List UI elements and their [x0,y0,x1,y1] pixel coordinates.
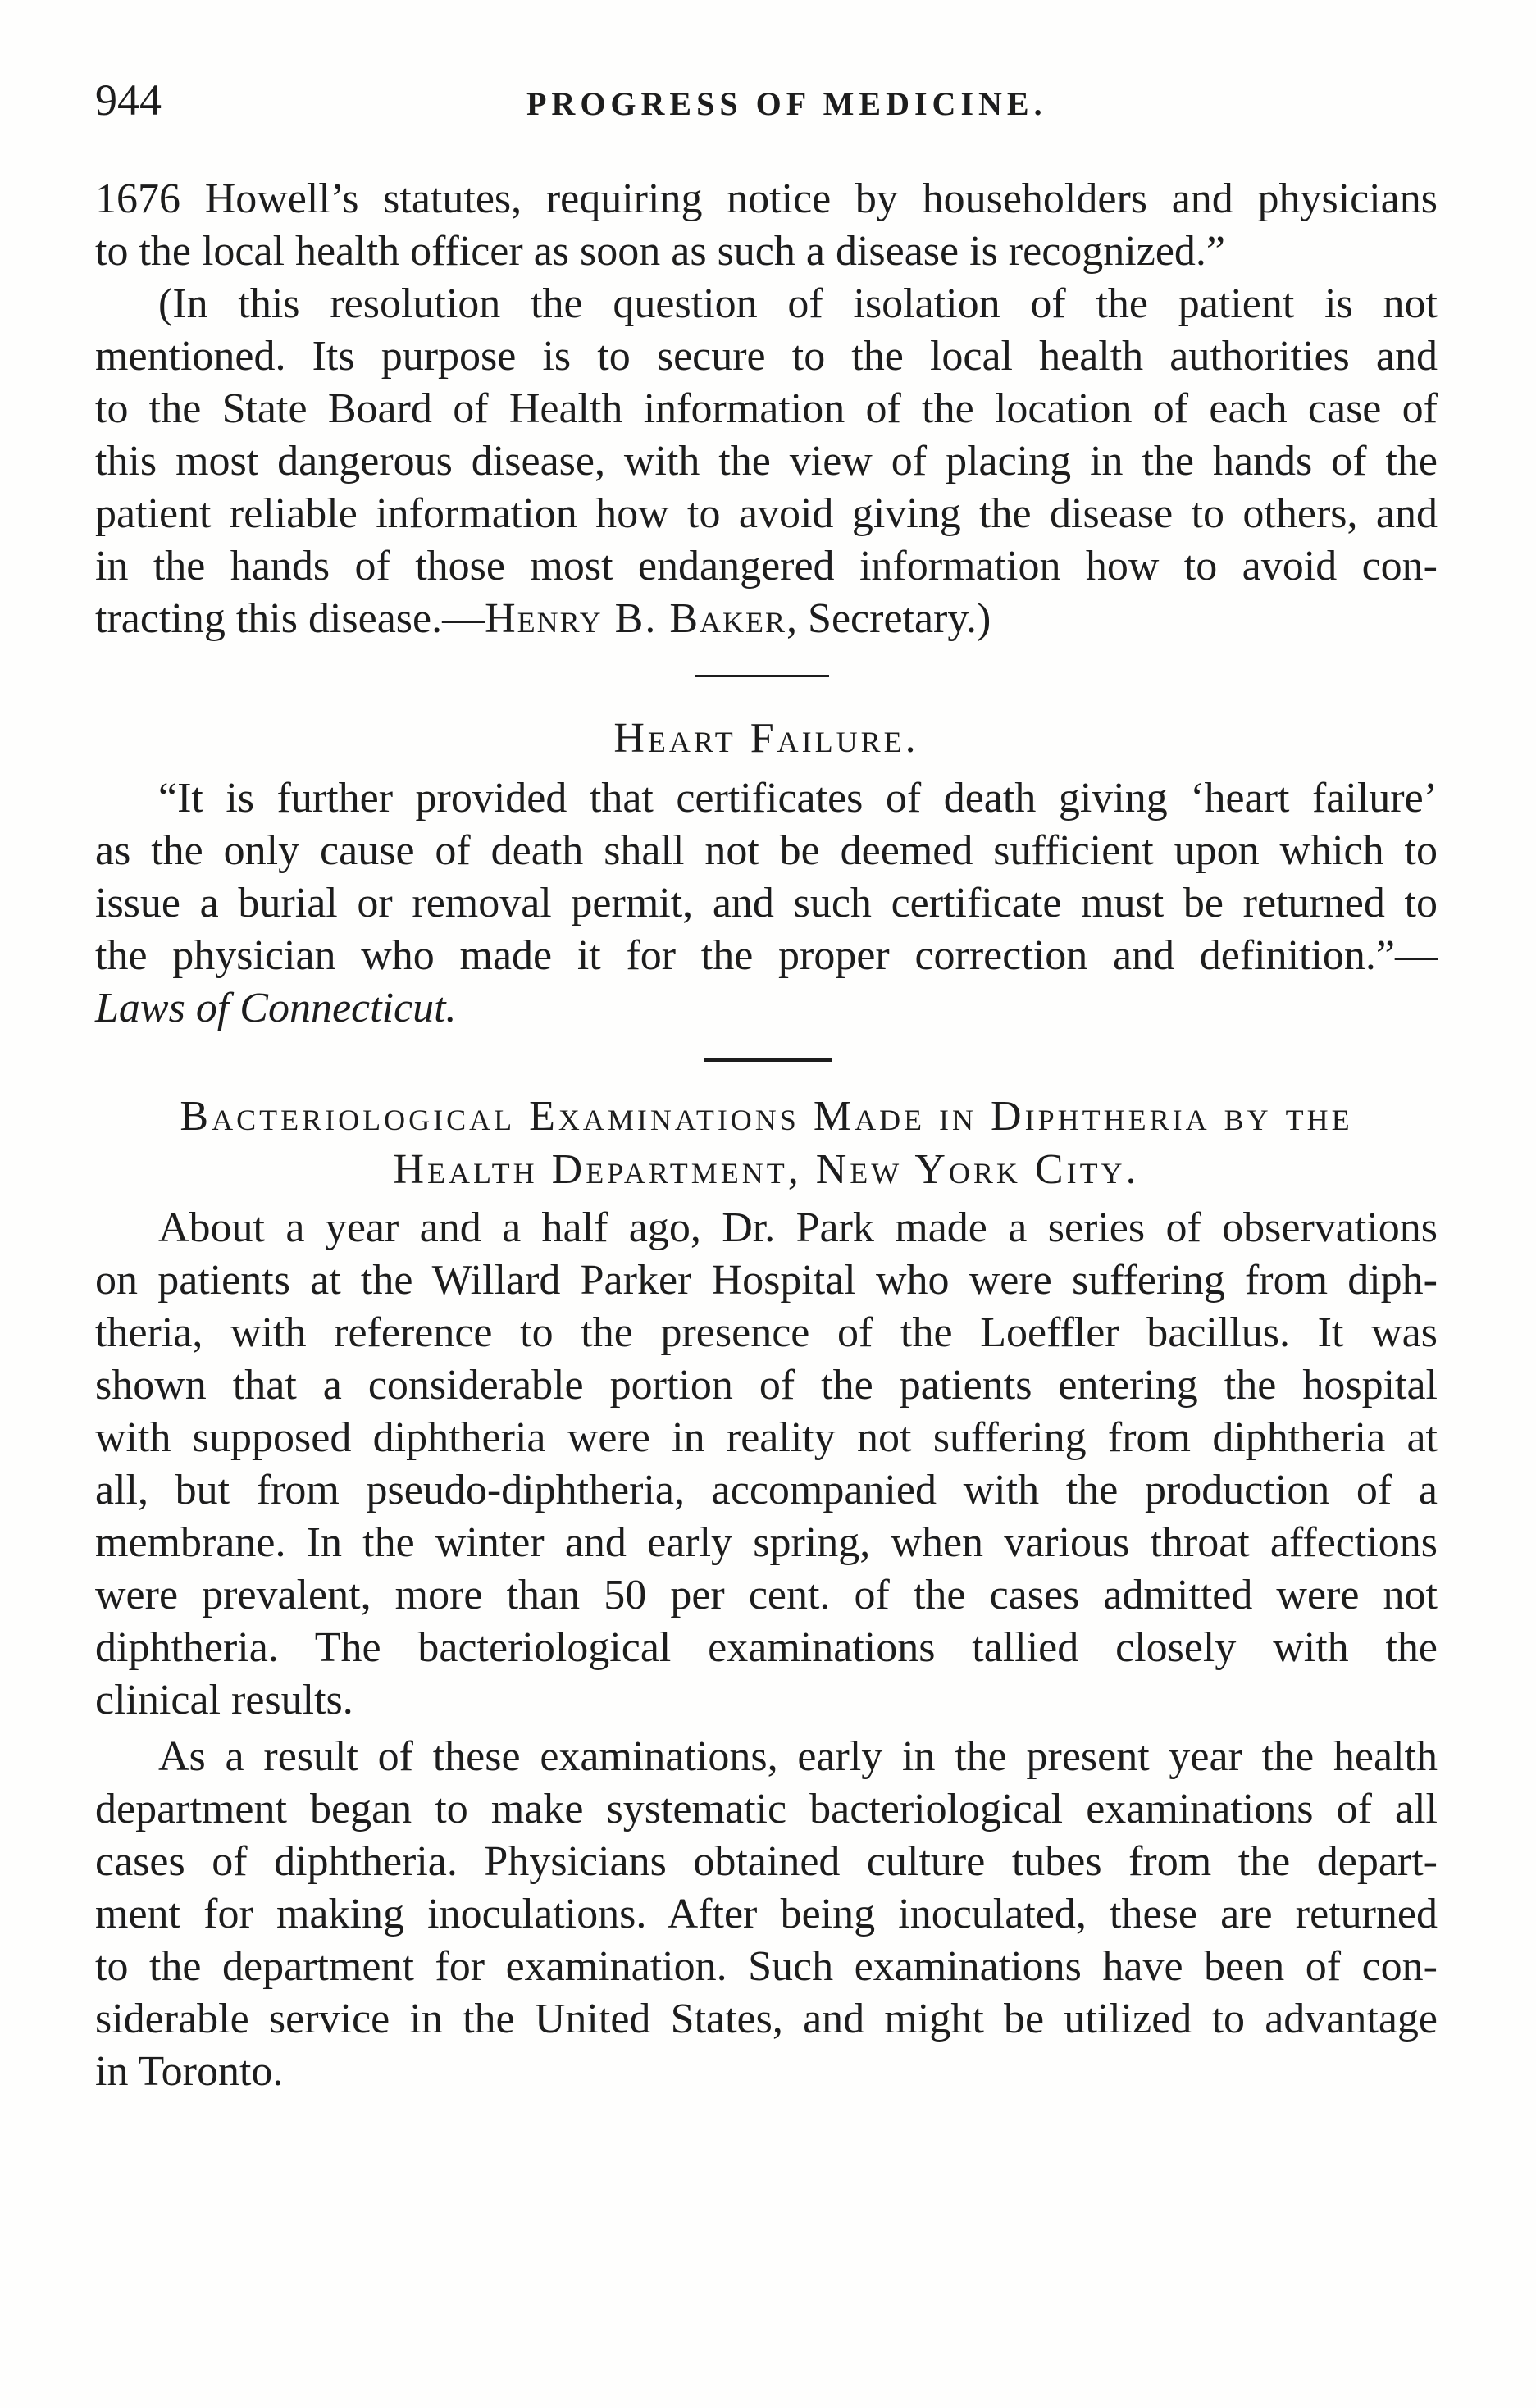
source-citation: Laws of Connecticut. [95,985,457,1031]
text-line: patient reliable information how to avoid giving the disease to others, and [95,490,1438,537]
text-line [95,593,1438,645]
text-line: department began to make systematic bacteriological examinations of all [95,1786,1438,1832]
text-line: theria, with reference to the presence of the Loeffler bacillus. It was [95,1309,1438,1356]
section-divider [695,675,829,677]
text-line: issue a burial or removal permit, and such certificate must be returned to [95,880,1438,926]
paragraph [95,1202,1438,1727]
running-head [95,74,1438,126]
text-line: As a result of these examinations, early in the present year the health [158,1733,1438,1780]
text-line: in Toronto. [95,2048,284,2095]
text-line: shown that a considerable portion of the patients entering the hospital [95,1362,1438,1409]
text-line: 1676 Howell’s statutes, requiring notice by householders and physicians [95,175,1438,222]
text-line: with supposed diphtheria were in reality not suffering from diphtheria at [95,1414,1438,1461]
text-line: to the department for examination. Such examinations have been of con- [95,1943,1438,1990]
paragraph [95,1731,1438,2098]
text-run: tracting this disease.— [95,595,485,642]
text-line: diphtheria. The bacteriological examinations tallied closely with the [95,1624,1438,1671]
text-line: the physician who made it for the proper correction and definition.”— [95,932,1438,979]
section-heading: Health Department, New York City. [393,1146,1140,1193]
text-line: in the hands of those most endangered information how to avoid con- [95,543,1438,589]
running-title: PROGRESS OF MEDICINE. [526,85,1047,122]
text-line: siderable service in the United States, and might be utilized to advantage [95,1996,1438,2042]
text-line: as the only cause of death shall not be deemed sufficient upon which to [95,827,1438,874]
text-line: “It is further provided that certificates of death giving ‘heart failure’ [158,775,1438,822]
signatory-name: Henry B. Baker [485,595,787,642]
resolution-text [95,173,1438,645]
text-line: on patients at the Willard Parker Hospital who were suffering from diph- [95,1257,1438,1304]
text-line: mentioned. Its purpose is to secure to the local health authorities and [95,333,1438,380]
text-line: (In this resolution the question of isolation of the patient is not [158,280,1438,327]
text-line: to the State Board of Health information of the location of each case of [95,385,1438,432]
page-number: 944 [95,75,162,125]
text-line: membrane. In the winter and early spring, when various throat affections [95,1519,1438,1566]
text-line: clinical results. [95,1677,353,1723]
text-line: to the local health officer as soon as such a disease is recognized.” [95,228,1225,275]
text-line: cases of diphtheria. Physicians obtained culture tubes from the depart- [95,1838,1438,1885]
text-line: this most dangerous disease, with the view of placing in the hands of the [95,438,1438,485]
text-line: About a year and a half ago, Dr. Park made a series of observations [158,1204,1438,1251]
section-heading: Heart Failure. [613,715,919,762]
text-line: all, but from pseudo-diphtheria, accompanied with the production of a [95,1467,1438,1514]
heart-failure-text [95,772,1438,1035]
section-divider [704,1058,832,1062]
text-line: were prevalent, more than 50 per cent. of the cases admitted were not [95,1572,1438,1618]
section-heading: Bacteriological Examinations Made in Diphtheria by the [180,1093,1353,1140]
text-line: ment for making inoculations. After being inoculated, these are returned [95,1891,1438,1937]
signatory-title: , Secretary.) [786,595,991,642]
